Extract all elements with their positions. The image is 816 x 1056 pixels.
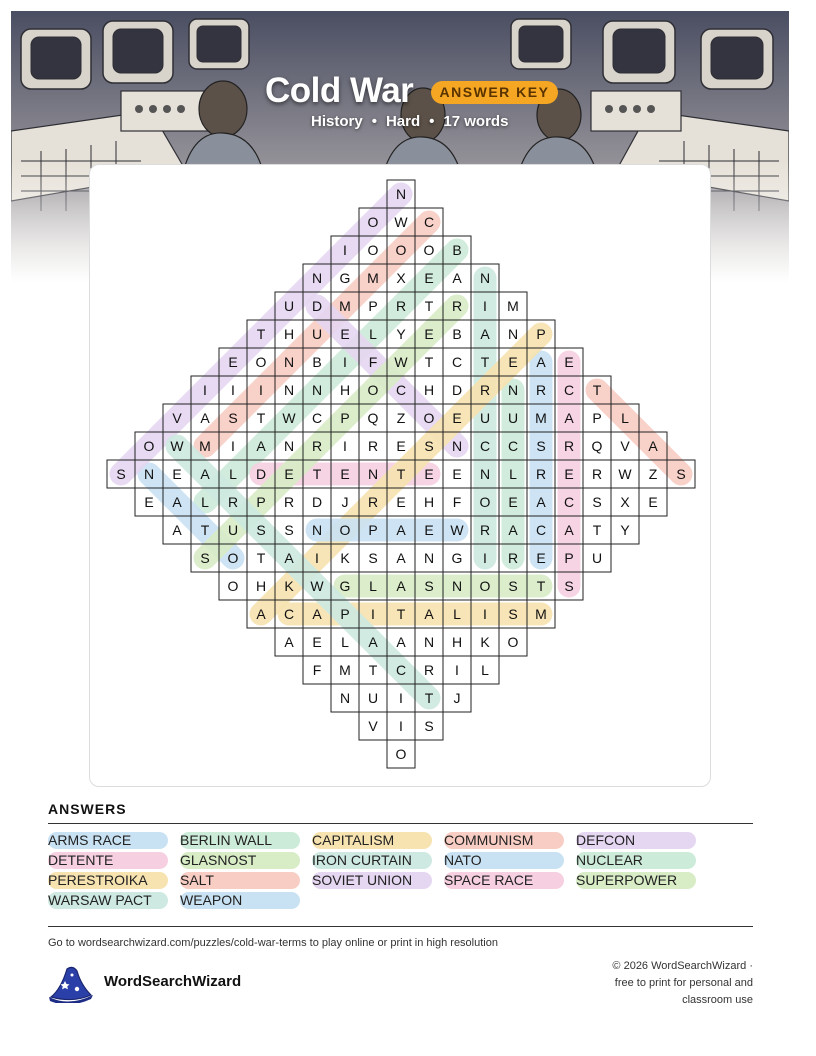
grid-cell (443, 684, 471, 712)
grid-letter: Y (620, 522, 630, 538)
answer-word: PERESTROIKA (48, 872, 168, 889)
grid-letter: A (256, 438, 266, 454)
grid-letter: T (200, 522, 210, 538)
grid-letter: C (423, 214, 435, 230)
grid-letter: I (371, 606, 375, 622)
grid-letter: W (394, 354, 408, 370)
grid-letter: A (452, 270, 462, 286)
grid-letter: P (256, 494, 266, 510)
grid-letter: M (535, 606, 547, 622)
answers-divider (48, 823, 753, 824)
grid-letter: I (399, 690, 403, 706)
answer-word: NATO (444, 852, 564, 869)
grid-letter: L (341, 634, 349, 650)
grid-letter: O (339, 522, 351, 538)
grid-cell (303, 488, 331, 516)
grid-letter: N (423, 634, 435, 650)
page-title: Cold War (265, 71, 414, 110)
answer-word: CAPITALISM (312, 832, 432, 849)
grid-letter: D (311, 494, 323, 510)
grid-letter: T (396, 466, 406, 482)
answer-word: SUPERPOWER (576, 872, 696, 889)
grid-letter: L (621, 410, 629, 426)
grid-cell (219, 572, 247, 600)
grid-letter: C (507, 438, 519, 454)
grid-letter: V (368, 718, 378, 734)
grid-letter: N (507, 382, 519, 398)
grid-letter: N (283, 354, 295, 370)
grid-cell (387, 740, 415, 768)
grid-letter: O (227, 578, 239, 594)
grid-letter: F (312, 662, 322, 678)
grid-letter: M (339, 298, 351, 314)
grid-cell (359, 432, 387, 460)
grid-letter: T (396, 606, 406, 622)
grid-letter: I (203, 382, 207, 398)
grid-letter: S (368, 550, 378, 566)
grid-letter: A (284, 550, 294, 566)
grid-cell (443, 544, 471, 572)
grid-cell (443, 656, 471, 684)
grid-letter: Z (648, 466, 658, 482)
grid-letter: O (367, 382, 379, 398)
grid-letter: U (591, 550, 603, 566)
grid-letter: K (284, 578, 294, 594)
grid-letter: I (231, 382, 235, 398)
grid-letter: U (507, 410, 519, 426)
grid-letter: H (451, 634, 463, 650)
grid-letter: W (394, 214, 408, 230)
grid-letter: O (479, 494, 491, 510)
grid-letter: Z (396, 410, 406, 426)
grid-letter: N (143, 466, 155, 482)
grid-letter: P (564, 550, 574, 566)
answer-word: DEFCON (576, 832, 696, 849)
grid-letter: G (451, 550, 463, 566)
grid-letter: N (311, 522, 323, 538)
grid-letter: L (509, 466, 517, 482)
grid-cell (415, 544, 443, 572)
copyright-line: free to print for personal and (614, 977, 753, 989)
grid-cell (583, 488, 611, 516)
grid-cell (499, 628, 527, 656)
grid-letter: E (144, 494, 154, 510)
grid-letter: H (423, 494, 435, 510)
grid-cell (275, 628, 303, 656)
grid-letter: D (311, 298, 323, 314)
grid-letter: I (483, 606, 487, 622)
grid-letter: N (283, 382, 295, 398)
grid-letter: W (310, 578, 324, 594)
answers-heading: ANSWERS (48, 801, 127, 817)
grid-letter: D (255, 466, 267, 482)
grid-letter: R (367, 494, 379, 510)
grid-letter: E (396, 494, 406, 510)
grid-letter: L (369, 578, 377, 594)
grid-letter: N (367, 466, 379, 482)
grid-letter: W (282, 410, 296, 426)
grid-letter: H (423, 382, 435, 398)
grid-letter: M (535, 410, 547, 426)
grid-cell (415, 628, 443, 656)
grid-letter: M (367, 270, 379, 286)
grid-letter: E (508, 354, 518, 370)
grid-letter: A (480, 326, 490, 342)
answer-word: GLASNOST (180, 852, 300, 869)
grid-letter: P (536, 326, 546, 342)
grid-letter: A (368, 634, 378, 650)
grid-letter: J (341, 494, 349, 510)
grid-cell (387, 544, 415, 572)
grid-letter: I (343, 242, 347, 258)
grid-letter: I (343, 354, 347, 370)
grid-letter: R (451, 298, 463, 314)
grid-letter: T (312, 466, 322, 482)
footer-divider (48, 926, 753, 927)
grid-cell (443, 488, 471, 516)
grid-letter: S (536, 438, 546, 454)
grid-letter: O (143, 438, 155, 454)
grid-letter: O (227, 550, 239, 566)
grid-letter: S (508, 606, 518, 622)
grid-letter: R (423, 662, 435, 678)
grid-letter: I (259, 382, 263, 398)
grid-letter: X (396, 270, 406, 286)
grid-letter: C (283, 606, 295, 622)
grid-letter: R (395, 298, 407, 314)
grid-letter: E (228, 354, 238, 370)
answer-word: BERLIN WALL (180, 832, 300, 849)
grid-letter: A (396, 550, 406, 566)
grid-letter: H (283, 326, 295, 342)
grid-letter: T (592, 522, 602, 538)
grid-letter: S (508, 578, 518, 594)
grid-letter: R (535, 382, 547, 398)
grid-letter: A (312, 606, 322, 622)
grid-letter: G (339, 578, 351, 594)
wizard-hat-icon (47, 963, 93, 1003)
grid-letter: A (536, 354, 546, 370)
grid-letter: P (368, 522, 378, 538)
grid-letter: W (450, 522, 464, 538)
grid-letter: A (396, 578, 406, 594)
grid-letter: V (620, 438, 630, 454)
grid-letter: L (229, 466, 237, 482)
grid-letter: S (424, 718, 434, 734)
grid-letter: R (507, 550, 519, 566)
word-list (48, 832, 753, 912)
grid-cell (303, 656, 331, 684)
grid-cell (499, 292, 527, 320)
grid-letter: G (339, 270, 351, 286)
grid-cell (359, 544, 387, 572)
grid-letter: S (424, 578, 434, 594)
grid-letter: A (508, 522, 518, 538)
grid-cell (583, 516, 611, 544)
grid-letter: I (315, 550, 319, 566)
grid-letter: E (312, 634, 322, 650)
answer-word: WARSAW PACT (48, 892, 168, 909)
grid-letter: T (536, 578, 546, 594)
grid-letter: E (340, 326, 350, 342)
grid-letter: C (479, 438, 491, 454)
grid-letter: L (201, 494, 209, 510)
word-count-label: 17 words (443, 113, 509, 130)
grid-letter: H (339, 382, 351, 398)
grid-cell (303, 628, 331, 656)
grid-letter: A (648, 438, 658, 454)
grid-letter: R (591, 466, 603, 482)
grid-letter: R (535, 466, 547, 482)
grid-letter: C (311, 410, 323, 426)
grid-letter: I (483, 550, 487, 566)
grid-cell (639, 488, 667, 516)
grid-letter: B (452, 326, 462, 342)
answer-word: SALT (180, 872, 300, 889)
grid-letter: N (423, 550, 435, 566)
grid-letter: E (284, 466, 294, 482)
grid-letter: L (481, 662, 489, 678)
grid-letter: T (424, 690, 434, 706)
grid-letter: S (424, 438, 434, 454)
answer-word: SPACE RACE (444, 872, 564, 889)
grid-letter: E (648, 494, 658, 510)
grid-letter: N (395, 186, 407, 202)
grid-letter: Y (396, 326, 406, 342)
grid-letter: Q (367, 410, 379, 426)
difficulty-label: Hard (385, 113, 421, 130)
grid-letter: T (256, 410, 266, 426)
answer-word: IRON CURTAIN (312, 852, 432, 869)
grid-letter: P (340, 410, 350, 426)
grid-cell (611, 460, 639, 488)
puzzle-card (89, 164, 711, 787)
grid-letter: E (424, 466, 434, 482)
grid-letter: I (483, 298, 487, 314)
grid-letter: A (396, 522, 406, 538)
grid-cell (359, 712, 387, 740)
grid-letter: F (452, 494, 462, 510)
grid-letter: E (424, 326, 434, 342)
grid-letter: O (507, 634, 519, 650)
grid-letter: E (340, 466, 350, 482)
grid-letter: E (172, 466, 182, 482)
grid-letter: T (256, 326, 266, 342)
subject-label: History (311, 113, 363, 130)
grid-letter: P (340, 606, 350, 622)
meta-separator: • (429, 113, 435, 130)
grid-letter: E (424, 270, 434, 286)
grid-letter: M (507, 298, 519, 314)
grid-letter: T (424, 298, 434, 314)
grid-letter: A (396, 634, 406, 650)
grid-letter: N (479, 270, 491, 286)
grid-letter: M (339, 662, 351, 678)
grid-letter: J (453, 690, 461, 706)
grid-cell (611, 516, 639, 544)
grid-letter: O (367, 214, 379, 230)
grid-letter: P (368, 298, 378, 314)
grid-cell (443, 348, 471, 376)
grid-letter: A (284, 634, 294, 650)
grid-cell (583, 432, 611, 460)
grid-letter: I (399, 718, 403, 734)
grid-cell (359, 684, 387, 712)
answer-word: SOVIET UNION (312, 872, 432, 889)
grid-letter: E (564, 466, 574, 482)
grid-cell (415, 712, 443, 740)
grid-letter: N (451, 438, 463, 454)
grid-letter: D (451, 382, 463, 398)
grid-letter: S (256, 522, 266, 538)
grid-letter: T (424, 354, 434, 370)
copyright-text (553, 958, 753, 1009)
grid-letter: C (451, 354, 463, 370)
grid-letter: A (172, 494, 182, 510)
grid-letter: A (200, 410, 210, 426)
answer-word: NUCLEAR (576, 852, 696, 869)
grid-letter: R (563, 438, 575, 454)
grid-letter: R (227, 494, 239, 510)
grid-letter: M (199, 438, 211, 454)
answer-word: WEAPON (180, 892, 300, 909)
grid-letter: W (170, 438, 184, 454)
answer-key-badge: ANSWER KEY (431, 81, 558, 104)
grid-letter: O (479, 578, 491, 594)
grid-cell (415, 488, 443, 516)
grid-letter: C (395, 662, 407, 678)
grid-letter: C (563, 382, 575, 398)
grid-letter: C (563, 494, 575, 510)
grid-letter: S (676, 466, 686, 482)
grid-letter: U (283, 298, 295, 314)
grid-letter: R (479, 382, 491, 398)
grid-letter: E (564, 354, 574, 370)
grid-cell (611, 488, 639, 516)
grid-letter: C (535, 522, 547, 538)
grid-letter: E (452, 466, 462, 482)
grid-letter: A (200, 466, 210, 482)
grid-letter: S (116, 466, 126, 482)
grid-letter: S (200, 550, 210, 566)
grid-letter: B (452, 242, 462, 258)
grid-letter: N (311, 270, 323, 286)
grid-letter: L (453, 606, 461, 622)
grid-cell (331, 684, 359, 712)
grid-letter: E (536, 550, 546, 566)
grid-cell (583, 460, 611, 488)
grid-letter: V (172, 410, 182, 426)
grid-cell (443, 460, 471, 488)
grid-letter: T (368, 662, 378, 678)
grid-letter: N (311, 382, 323, 398)
grid-letter: B (312, 354, 322, 370)
grid-letter: S (592, 494, 602, 510)
grid-letter: I (231, 438, 235, 454)
grid-letter: A (564, 410, 574, 426)
grid-letter: O (395, 746, 407, 762)
grid-letter: U (367, 690, 379, 706)
grid-letter: A (536, 494, 546, 510)
grid-letter: N (339, 690, 351, 706)
copyright-line: © 2026 WordSearchWizard · (612, 960, 753, 972)
grid-letter: H (255, 578, 267, 594)
grid-cell (583, 544, 611, 572)
grid-letter: T (480, 354, 490, 370)
grid-letter: O (395, 242, 407, 258)
grid-letter: K (340, 550, 350, 566)
grid-letter: E (452, 410, 462, 426)
grid-letter: O (367, 242, 379, 258)
puzzle-meta (311, 113, 508, 130)
grid-letter: S (564, 578, 574, 594)
copyright-line: classroom use (682, 994, 753, 1006)
grid-cell (443, 628, 471, 656)
grid-letter: K (480, 634, 490, 650)
grid-letter: E (424, 522, 434, 538)
grid-letter: N (479, 466, 491, 482)
meta-separator: • (371, 113, 377, 130)
grid-letter: I (343, 438, 347, 454)
grid-letter: S (284, 522, 294, 538)
grid-letter: L (369, 326, 377, 342)
answer-word: COMMUNISM (444, 832, 564, 849)
letter-grid (90, 165, 712, 788)
grid-letter: U (311, 326, 323, 342)
grid-letter: F (368, 354, 378, 370)
grid-letter: R (479, 522, 491, 538)
grid-letter: O (423, 410, 435, 426)
grid-letter: E (508, 494, 518, 510)
grid-letter: P (592, 410, 602, 426)
grid-cell (331, 656, 359, 684)
grid-letter: O (255, 354, 267, 370)
grid-letter: N (507, 326, 519, 342)
grid-letter: R (283, 494, 295, 510)
grid-letter: T (592, 382, 602, 398)
grid-letter: A (424, 606, 434, 622)
grid-letter: I (455, 662, 459, 678)
answer-word: DETENTE (48, 852, 168, 869)
grid-letter: A (564, 522, 574, 538)
grid-letter: C (395, 382, 407, 398)
footer-url-text: Go to wordsearchwizard.com/puzzles/cold-war-terms to play online or print in high resolution (48, 937, 498, 949)
grid-letter: X (620, 494, 630, 510)
grid-cell (471, 656, 499, 684)
grid-letter: W (618, 466, 632, 482)
grid-letter: N (451, 578, 463, 594)
grid-letter: R (311, 438, 323, 454)
grid-letter: A (172, 522, 182, 538)
grid-letter: N (283, 438, 295, 454)
brand-name: WordSearchWizard (104, 973, 242, 990)
grid-letter: E (396, 438, 406, 454)
grid-letter: R (367, 438, 379, 454)
grid-letter: T (256, 550, 266, 566)
grid-letter: U (479, 410, 491, 426)
grid-letter: Q (591, 438, 603, 454)
grid-letter: O (423, 242, 435, 258)
grid-letter: S (228, 410, 238, 426)
grid-letter: A (256, 606, 266, 622)
grid-letter: U (227, 522, 239, 538)
answer-word: ARMS RACE (48, 832, 168, 849)
grid-cell (387, 712, 415, 740)
grid-cell (471, 628, 499, 656)
